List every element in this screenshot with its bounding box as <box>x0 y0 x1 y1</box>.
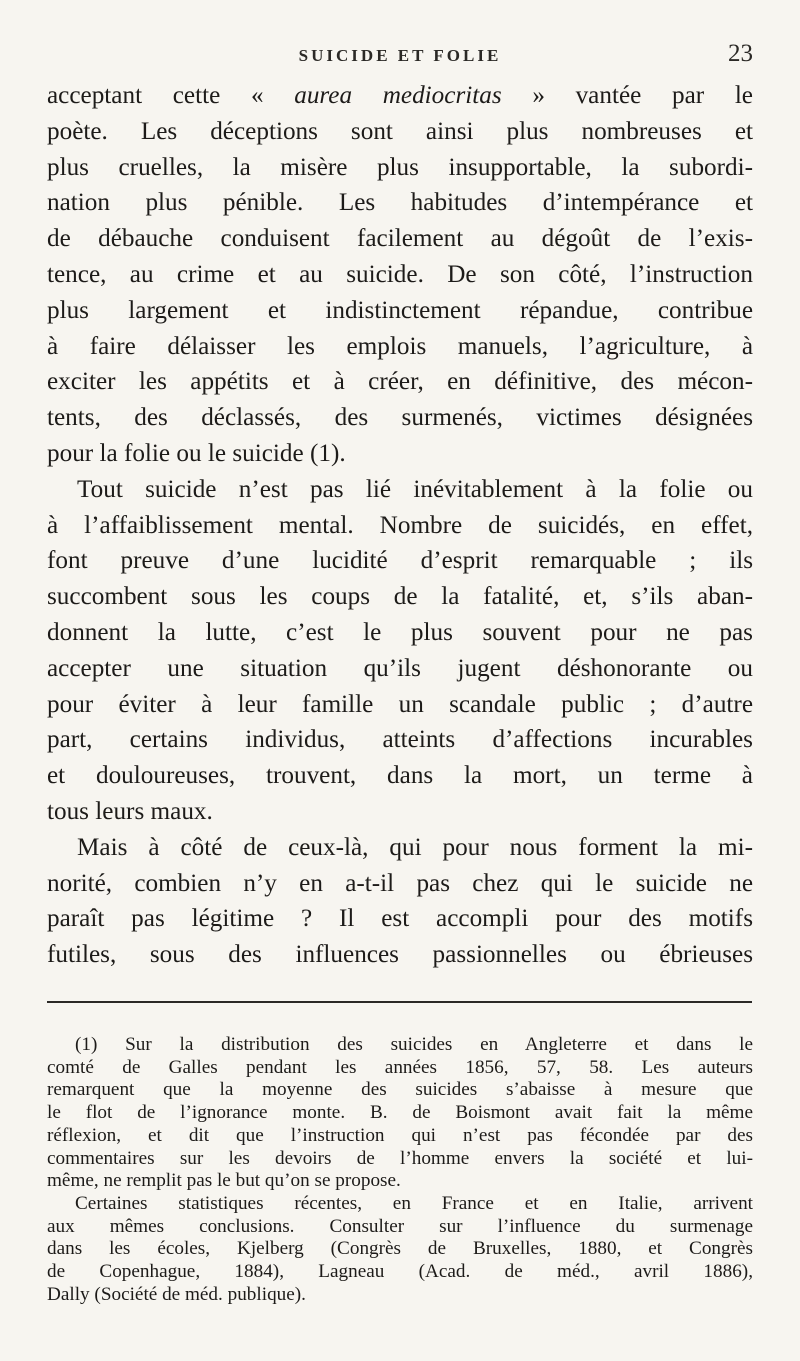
running-title: SUICIDE ET FOLIE <box>298 46 502 65</box>
paragraph-3 <box>47 830 753 973</box>
footnote-line: Dally (Société de méd. publique). <box>47 1283 306 1305</box>
footnote-1-continuation <box>47 1193 753 1307</box>
footnote-line: réflexion, et dit que l’instruction qui n’est pas fécondée par des <box>47 1124 753 1146</box>
text-line: à l’affaiblissement mental. Nombre de suicidés, en effet, <box>47 511 753 539</box>
footnote-line: même, ne remplit pas le but qu’on se propose. <box>47 1170 401 1192</box>
text-line: et douloureuses, trouvent, dans la mort, un terme à <box>47 762 753 790</box>
text-span: acceptant cette « <box>47 82 295 109</box>
text-line: part, certains individus, atteints d’affections incurables <box>47 726 753 754</box>
italic-phrase: aurea mediocritas <box>294 82 502 109</box>
footnote-line: dans les écoles, Kjelberg (Congrès de Bruxelles, 1880, et Congrès <box>47 1238 753 1260</box>
text-line: plus cruelles, la misère plus insupportable, la subordi- <box>47 153 753 181</box>
text-line: tence, au crime et au suicide. De son côté, l’instruction <box>47 260 753 288</box>
text-span: » vantée par le <box>501 82 753 109</box>
text-line: norité, combien n’y en a-t-il pas chez qui le suicide ne <box>47 869 753 897</box>
footnote-line: comté de Galles pendant les années 1856, 57, 58. Les auteurs <box>47 1056 753 1078</box>
text-line: pour la folie ou le suicide (1). <box>47 439 346 467</box>
text-line: donnent la lutte, c’est le plus souvent pour ne pas <box>47 618 753 646</box>
footnote-line: Certaines statistiques récentes, en France et en Italie, arrivent <box>75 1192 753 1214</box>
page-number: 23 <box>728 40 753 67</box>
text-line: plus largement et indistinctement répandue, contribue <box>47 296 753 324</box>
text-line: Mais à côté de ceux-là, qui pour nous forment la mi- <box>77 833 753 861</box>
footnote-line: remarquent que la moyenne des suicides s’abaisse à mesure que <box>47 1079 753 1101</box>
footnote-separator-rule <box>47 1001 752 1003</box>
footnote-line: de Copenhague, 1884), Lagneau (Acad. de méd., avril 1886), <box>47 1261 753 1283</box>
text-line: exciter les appétits et à créer, en définitive, des mécon- <box>47 368 753 396</box>
text-line: tents, des déclassés, des surmenés, victimes désignées <box>47 404 753 432</box>
running-head <box>47 40 753 72</box>
footnote-line: le flot de l’ignorance monte. B. de Boismont avait fait la même <box>47 1102 753 1124</box>
text-line: nation plus pénible. Les habitudes d’intempérance et <box>47 189 753 217</box>
text-line: poète. Les déceptions sont ainsi plus nombreuses et <box>47 117 753 145</box>
footnote-line: commentaires sur les devoirs de l’homme envers la société et lui- <box>47 1147 753 1169</box>
footnote-1 <box>47 1034 753 1193</box>
paragraph-2 <box>47 472 753 830</box>
text-line <box>47 78 753 114</box>
paragraph-1 <box>47 78 753 472</box>
text-line: à faire délaisser les emplois manuels, l’agriculture, à <box>47 332 753 360</box>
text-line: tous leurs maux. <box>47 797 213 825</box>
text-line: accepter une situation qu’ils jugent déshonorante ou <box>47 654 753 682</box>
footnote-line: aux mêmes conclusions. Consulter sur l’influence du surmenage <box>47 1215 753 1237</box>
text-line: paraît pas légitime ? Il est accompli pour des motifs <box>47 905 753 933</box>
footnotes <box>47 1034 753 1306</box>
text-line: pour éviter à leur famille un scandale public ; d’autre <box>47 690 753 718</box>
footnote-line: (1) Sur la distribution des suicides en Angleterre et dans le <box>75 1034 753 1055</box>
body-text <box>47 78 753 973</box>
text-line: succombent sous les coups de la fatalité, et, s’ils aban- <box>47 583 753 611</box>
text-line: Tout suicide n’est pas lié inévitablement à la folie ou <box>77 475 753 503</box>
text-line: font preuve d’une lucidité d’esprit remarquable ; ils <box>47 547 753 575</box>
text-line: de débauche conduisent facilement au dégoût de l’exis- <box>47 225 753 253</box>
text-line: futiles, sous des influences passionnelles ou ébrieuses <box>47 941 753 969</box>
